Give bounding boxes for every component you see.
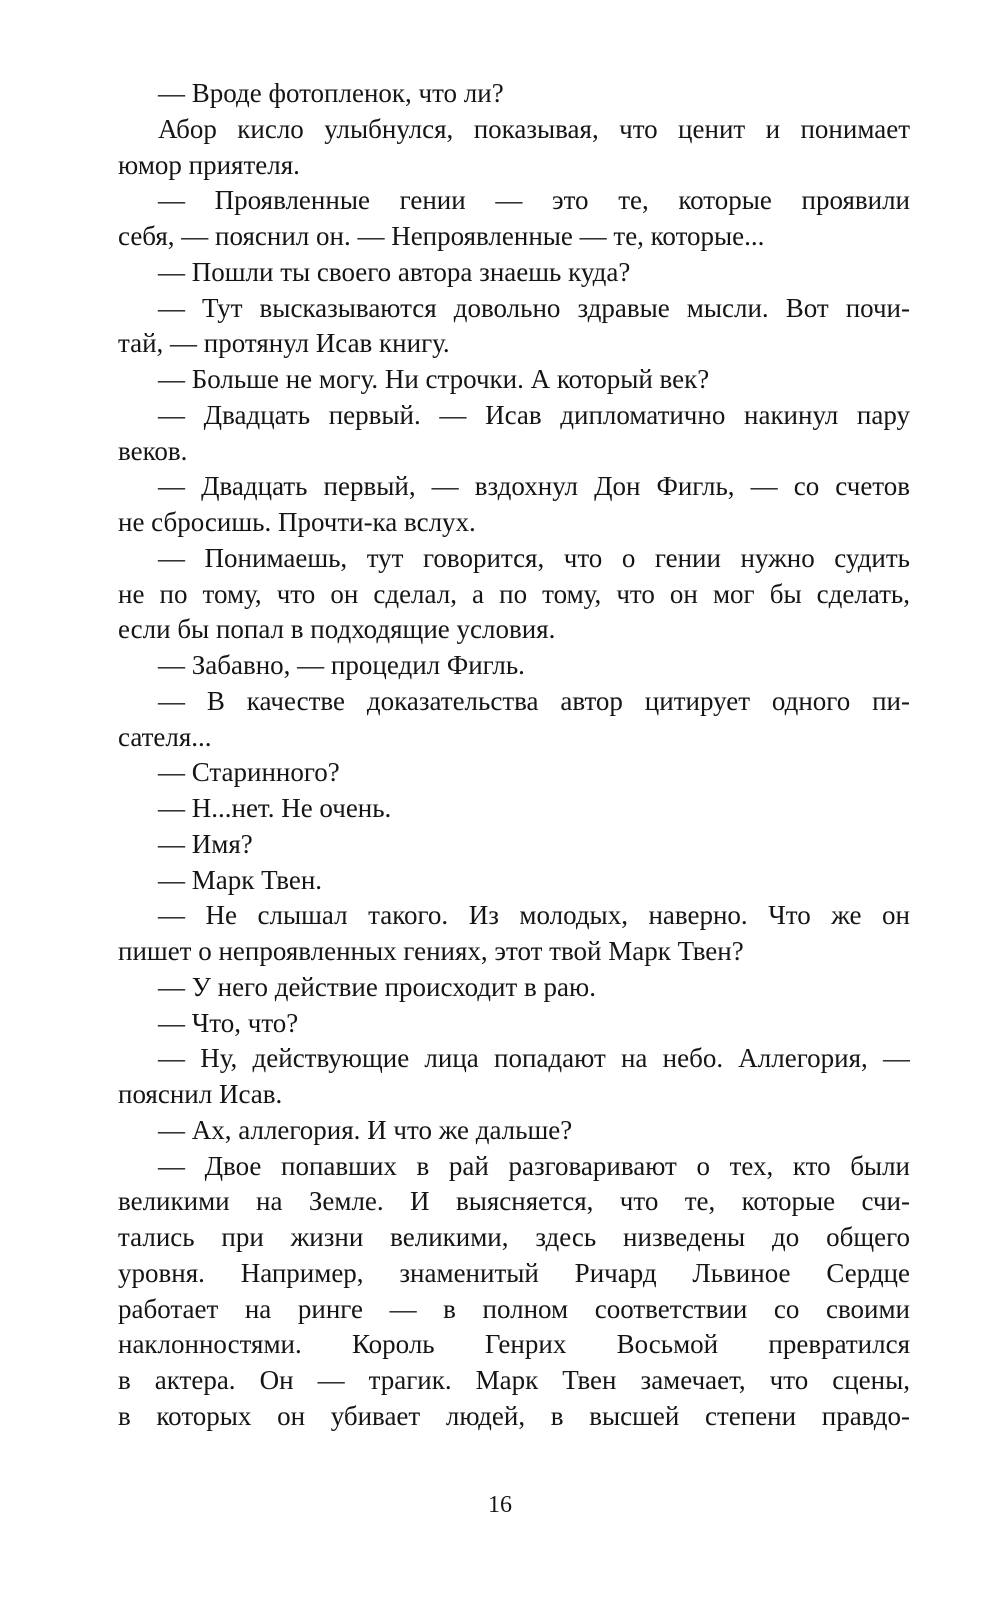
text-line: — Марк Твен. (158, 864, 323, 895)
text-line: тай, — протянул Исав книгу. (118, 328, 450, 359)
text-line: — Вроде фотопленок, что ли? (158, 78, 504, 108)
text-line: — Имя? (158, 828, 253, 859)
text-line: великими на Земле. И выясняется, что те, которые счи- (118, 1186, 910, 1217)
text-line: — Ну, действующие лица попадают на небо. Аллегория, — (158, 1043, 910, 1074)
text-line: если бы попал в подходящие условия. (118, 614, 556, 645)
text-line: — Проявленные гении — это те, которые проявили (158, 185, 910, 216)
text-line: — Двое попавших в рай разговаривают о тех, кто были (158, 1150, 910, 1181)
text-line: — У него действие происходит в раю. (158, 971, 596, 1002)
text-line: пишет о непроявленных гениях, этот твой Марк Твен? (118, 936, 744, 966)
text-line: наклонностями. Король Генрих Восьмой превратился (118, 1329, 910, 1360)
text-line: — Двадцать первый. — Исав дипломатично накинул пару (158, 399, 910, 430)
text-line: пояснил Исав. (118, 1079, 283, 1109)
text-line: — Двадцать первый, — вздохнул Дон Фигль, — со счетов (158, 471, 910, 502)
text-line: Абор кисло улыбнулся, показывая, что ценит и понимает (158, 113, 910, 144)
text-line: — Не слышал такого. Из молодых, наверно. Что же он (158, 900, 910, 931)
text-line: уровня. Например, знаменитый Ричард Львиное Сердце (118, 1257, 910, 1288)
text-line: — Понимаешь, тут говорится, что о гении нужно судить (158, 542, 910, 573)
text-line: — Н...нет. Не очень. (158, 793, 392, 823)
text-line: не сбросишь. Прочти-ка вслух. (118, 507, 476, 537)
text-line: в актера. Он — трагик. Марк Твен замечает, что сцены, (118, 1365, 910, 1395)
text-line: тались при жизни великими, здесь низведены до общего (118, 1222, 910, 1252)
page-number: 16 (488, 1492, 512, 1518)
text-line: — Что, что? (158, 1007, 299, 1038)
text-line: себя, — пояснил он. — Непроявленные — те, которые... (118, 221, 765, 251)
text-line: — Старинного? (158, 757, 340, 788)
text-line: — Забавно, — процедил Фигль. (158, 650, 525, 680)
text-line: сателя... (118, 721, 212, 752)
text-line: работает на ринге — в полном соответствии со своими (118, 1293, 910, 1324)
text-line: — Ах, аллегория. И что же дальше? (158, 1114, 573, 1145)
text-line: веков. (118, 435, 188, 466)
text-line: — В качестве доказательства автор цитирует одного пи- (158, 685, 910, 716)
page-body-text (118, 76, 910, 1435)
text-line: — Тут высказываются довольно здравые мысли. Вот почи- (158, 292, 910, 323)
text-line: юмор приятеля. (118, 149, 300, 180)
text-line: — Пошли ты своего автора знаешь куда? (158, 256, 631, 287)
text-line: не по тому, что он сделал, а по тому, что он мог бы сделать, (118, 578, 910, 609)
text-line: в которых он убивает людей, в высшей степени правдо- (118, 1400, 910, 1431)
text-line: — Больше не могу. Ни строчки. А который век? (158, 364, 710, 394)
